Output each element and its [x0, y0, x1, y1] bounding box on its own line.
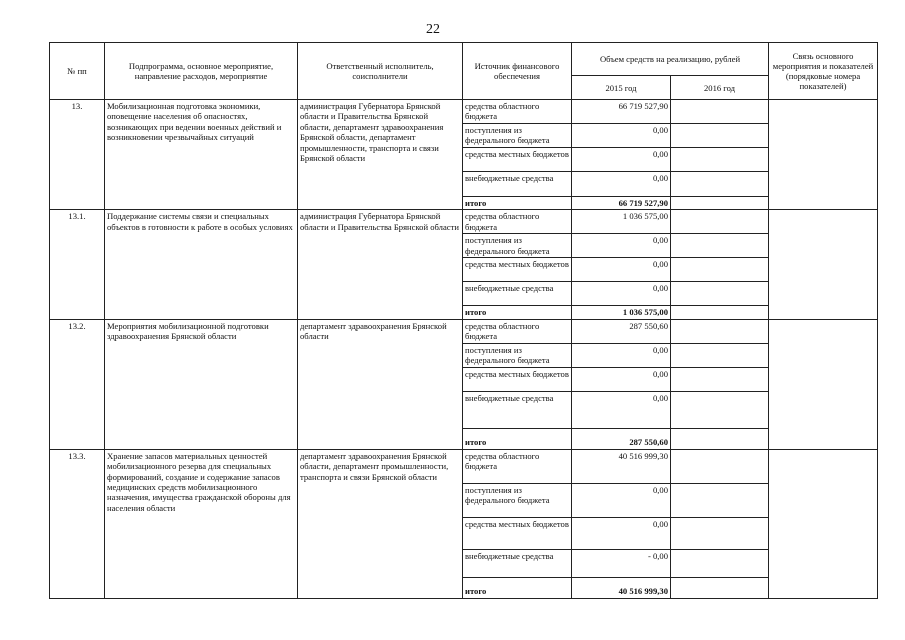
amount-2015-cell: 0,00 — [572, 483, 671, 517]
amount-2016-cell — [671, 172, 769, 197]
amount-2016-cell — [671, 234, 769, 258]
amount-2015-cell: 66 719 527,90 — [572, 197, 671, 210]
amount-2016-cell — [671, 517, 769, 549]
source-cell: поступления из федерального бюджета — [463, 234, 572, 258]
header-year-2016: 2016 год — [671, 76, 769, 100]
source-cell: внебюджетные средства — [463, 549, 572, 577]
amount-2015-cell: 0,00 — [572, 148, 671, 172]
amount-2016-cell — [671, 367, 769, 391]
row-number: 13.1. — [50, 210, 105, 319]
header-executor: Ответственный исполнитель, соисполнители — [298, 43, 463, 100]
amount-2015-cell: 1 036 575,00 — [572, 306, 671, 319]
table-row — [50, 210, 878, 234]
amount-2016-cell — [671, 449, 769, 483]
indicator-link-cell — [769, 449, 878, 598]
amount-2015-cell: 1 036 575,00 — [572, 210, 671, 234]
amount-2015-cell: 0,00 — [572, 124, 671, 148]
amount-2016-cell — [671, 343, 769, 367]
source-cell: средства местных бюджетов — [463, 258, 572, 282]
source-cell: итого — [463, 577, 572, 598]
source-cell: итого — [463, 428, 572, 449]
amount-2016-cell — [671, 391, 769, 428]
program-cell: Мероприятия мобилизационной подготовки здравоохранения Брянской области — [105, 319, 298, 449]
source-cell: средства местных бюджетов — [463, 517, 572, 549]
amount-2016-cell — [671, 197, 769, 210]
source-cell: средства областного бюджета — [463, 100, 572, 124]
amount-2015-cell: 0,00 — [572, 282, 671, 306]
amount-2016-cell — [671, 428, 769, 449]
amount-2016-cell — [671, 100, 769, 124]
amount-2015-cell: 0,00 — [572, 391, 671, 428]
amount-2016-cell — [671, 306, 769, 319]
amount-2015-cell: 0,00 — [572, 234, 671, 258]
amount-2015-cell: - 0,00 — [572, 549, 671, 577]
amount-2015-cell: 40 516 999,30 — [572, 577, 671, 598]
indicator-link-cell — [769, 319, 878, 449]
header-source: Источник финансового обеспечения — [463, 43, 572, 100]
amount-2016-cell — [671, 124, 769, 148]
header-year-2015: 2015 год — [572, 76, 671, 100]
row-number: 13. — [50, 100, 105, 210]
source-cell: внебюджетные средства — [463, 391, 572, 428]
executor-cell: администрация Губернатора Брянской области и Правительства Брянской области — [298, 210, 463, 319]
header-program: Подпрограмма, основное мероприятие, направление расходов, мероприятие — [105, 43, 298, 100]
amount-2015-cell: 66 719 527,90 — [572, 100, 671, 124]
source-cell: средства областного бюджета — [463, 449, 572, 483]
source-cell: средства местных бюджетов — [463, 148, 572, 172]
table-row — [50, 449, 878, 483]
amount-2016-cell — [671, 148, 769, 172]
amount-2015-cell: 0,00 — [572, 343, 671, 367]
indicator-link-cell — [769, 100, 878, 210]
source-cell: итого — [463, 306, 572, 319]
header-link: Связь основного мероприятия и показателей (порядковые номера показателей) — [769, 43, 878, 100]
executor-cell: департамент здравоохранения Брянской области — [298, 319, 463, 449]
amount-2016-cell — [671, 577, 769, 598]
source-cell: средства местных бюджетов — [463, 367, 572, 391]
amount-2016-cell — [671, 549, 769, 577]
row-number: 13.3. — [50, 449, 105, 598]
amount-2015-cell: 287 550,60 — [572, 319, 671, 343]
amount-2015-cell: 0,00 — [572, 367, 671, 391]
budget-table — [49, 42, 878, 599]
table-row — [50, 319, 878, 343]
amount-2015-cell: 287 550,60 — [572, 428, 671, 449]
program-cell: Мобилизационная подготовка экономики, оповещение населения об опасностях, возникающих при ведении военных действий и возникновении чрезвычайных ситуаций — [105, 100, 298, 210]
amount-2015-cell: 0,00 — [572, 258, 671, 282]
source-cell: внебюджетные средства — [463, 172, 572, 197]
amount-2015-cell: 0,00 — [572, 517, 671, 549]
source-cell: средства областного бюджета — [463, 210, 572, 234]
source-cell: внебюджетные средства — [463, 282, 572, 306]
amount-2016-cell — [671, 319, 769, 343]
source-cell: поступления из федерального бюджета — [463, 483, 572, 517]
page-number: 22 — [426, 22, 440, 37]
program-cell: Хранение запасов материальных ценностей мобилизационного резерва для специальных формирований, создание и содержание запасов медицинских средств мобилизационного назначения, имущества гражданской обороны для населения области — [105, 449, 298, 598]
header-volume: Объем средств на реализацию, рублей — [572, 43, 769, 76]
amount-2016-cell — [671, 258, 769, 282]
row-number: 13.2. — [50, 319, 105, 449]
amount-2015-cell: 40 516 999,30 — [572, 449, 671, 483]
amount-2016-cell — [671, 483, 769, 517]
amount-2015-cell: 0,00 — [572, 172, 671, 197]
executor-cell: департамент здравоохранения Брянской области, департамент промышленности, транспорта и связи Брянской области — [298, 449, 463, 598]
amount-2016-cell — [671, 210, 769, 234]
source-cell: поступления из федерального бюджета — [463, 124, 572, 148]
source-cell: средства областного бюджета — [463, 319, 572, 343]
source-cell: поступления из федерального бюджета — [463, 343, 572, 367]
executor-cell: администрация Губернатора Брянской области и Правительства Брянской области, департамент здравоохранения Брянской области, департамент промышленности, транспорта и связи Брянской области — [298, 100, 463, 210]
source-cell: итого — [463, 197, 572, 210]
table-row — [50, 100, 878, 124]
program-cell: Поддержание системы связи и специальных объектов в готовности к работе в особых условиях — [105, 210, 298, 319]
header-num: № пп — [50, 43, 105, 100]
indicator-link-cell — [769, 210, 878, 319]
amount-2016-cell — [671, 282, 769, 306]
table-body — [50, 100, 878, 599]
